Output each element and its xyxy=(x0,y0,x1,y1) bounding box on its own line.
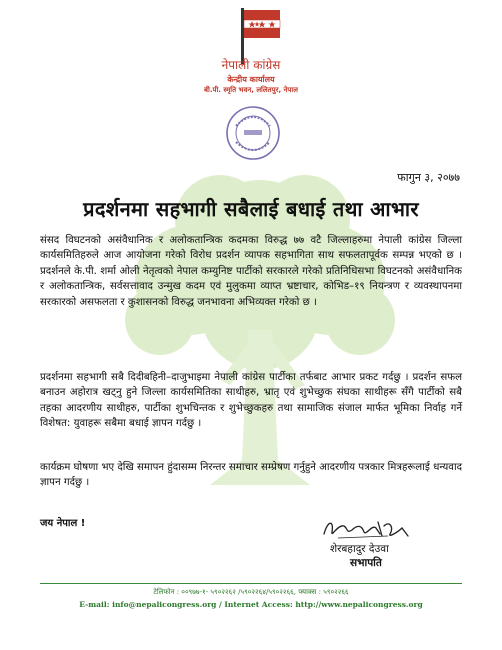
footer-contact-phone: टेलिफोन : ००९७७-१- ५९०२२६२ /५९०२२६४/५९०२२६६, फ्याक्स : ५९०२२६६ xyxy=(153,588,349,596)
signer-title: सभापति xyxy=(350,557,382,569)
letter-title: प्रदर्शनमा सहभागी सबैलाई बधाई तथा आभार xyxy=(83,197,419,221)
closing-salutation: जय नेपाल ! xyxy=(40,518,86,529)
org-address: बी.पी. स्मृति भवन, ललितपुर, नेपाल xyxy=(204,86,298,94)
signer-name: शेरबहादुर देउवा xyxy=(330,543,389,555)
org-office: केन्द्रीय कार्यालय xyxy=(227,75,275,84)
footer-divider xyxy=(40,583,462,584)
office-seal-icon xyxy=(224,104,282,162)
body-paragraph: प्रदर्शनमा सहभागी सबै दिदीबहिनी–दाजुभाइमा नेपाली कांग्रेस पार्टीका तर्फबाट आभार प्रकट गर्दछु । प्रदर्शन सफल बनाउन अहोरात्र खट्नु हुने जिल्ला कार्यसमितिका साथीहरु, भ्रातृ एवं शुभेच्छुक संघका साथीहरू सँगै पार्टीको सबै तहका आदरणीय साथीहरु, पार्टीका शुभचिन्तक र शुभेच्छुकहरु तथा सामाजिक संजाल मार्फत भूमिका निर्वाह गर्ने विशेषत: युवाहरू सबैमा बधाई ज्ञापन गर्दछु । xyxy=(40,372,462,430)
body-paragraph: कार्यक्रम घोषणा भए देखि समापन हुंदासम्म निरन्तर समाचार सम्प्रेषण गर्नुहुने आदरणीय पत्रकार मित्रहरूलाई धन्यवाद ज्ञापन गर्दछु । xyxy=(40,462,462,489)
letter-date: फागुन ३, २०७७ xyxy=(397,171,460,184)
signature-icon xyxy=(318,514,414,542)
footer-contact-web: E-mail: info@nepalicongress.org / Internet Access: http://www.nepalicongress.org xyxy=(79,600,423,609)
body-paragraph: संसद विघटनको असंवैधानिक र अलोकतान्त्रिक कदमका विरुद्ध ७७ वटै जिल्लाहरुमा नेपाली कांग्रेस जिल्ला कार्यसमितिहरुले आज आयोजना गरेको विरोध प्रदर्शन व्यापक सहभागिता साथ सफलतापूर्वक सम्पन्न भएको छ । प्रदर्शनले के.पी. शर्मा ओली नेतृत्वको नेपाल कम्युनिष्ट पार्टीको सरकारले गरेको प्रतिनिधिसभा विघटनको असंवैधानिक र अलोकतान्त्रिक, सर्वसत्तावाद उन्मुख कदम एवं मुलुकमा व्याप्त भ्रष्टाचार, कोभिड–१९ नियन्त्रण र व्यवस्थापनमा सरकारको असफलता र कुशासनको विरुद्ध जनभावना अभिव्यक्त गरेको छ । xyxy=(40,235,462,308)
org-name: नेपाली कांग्रेस xyxy=(221,58,281,72)
